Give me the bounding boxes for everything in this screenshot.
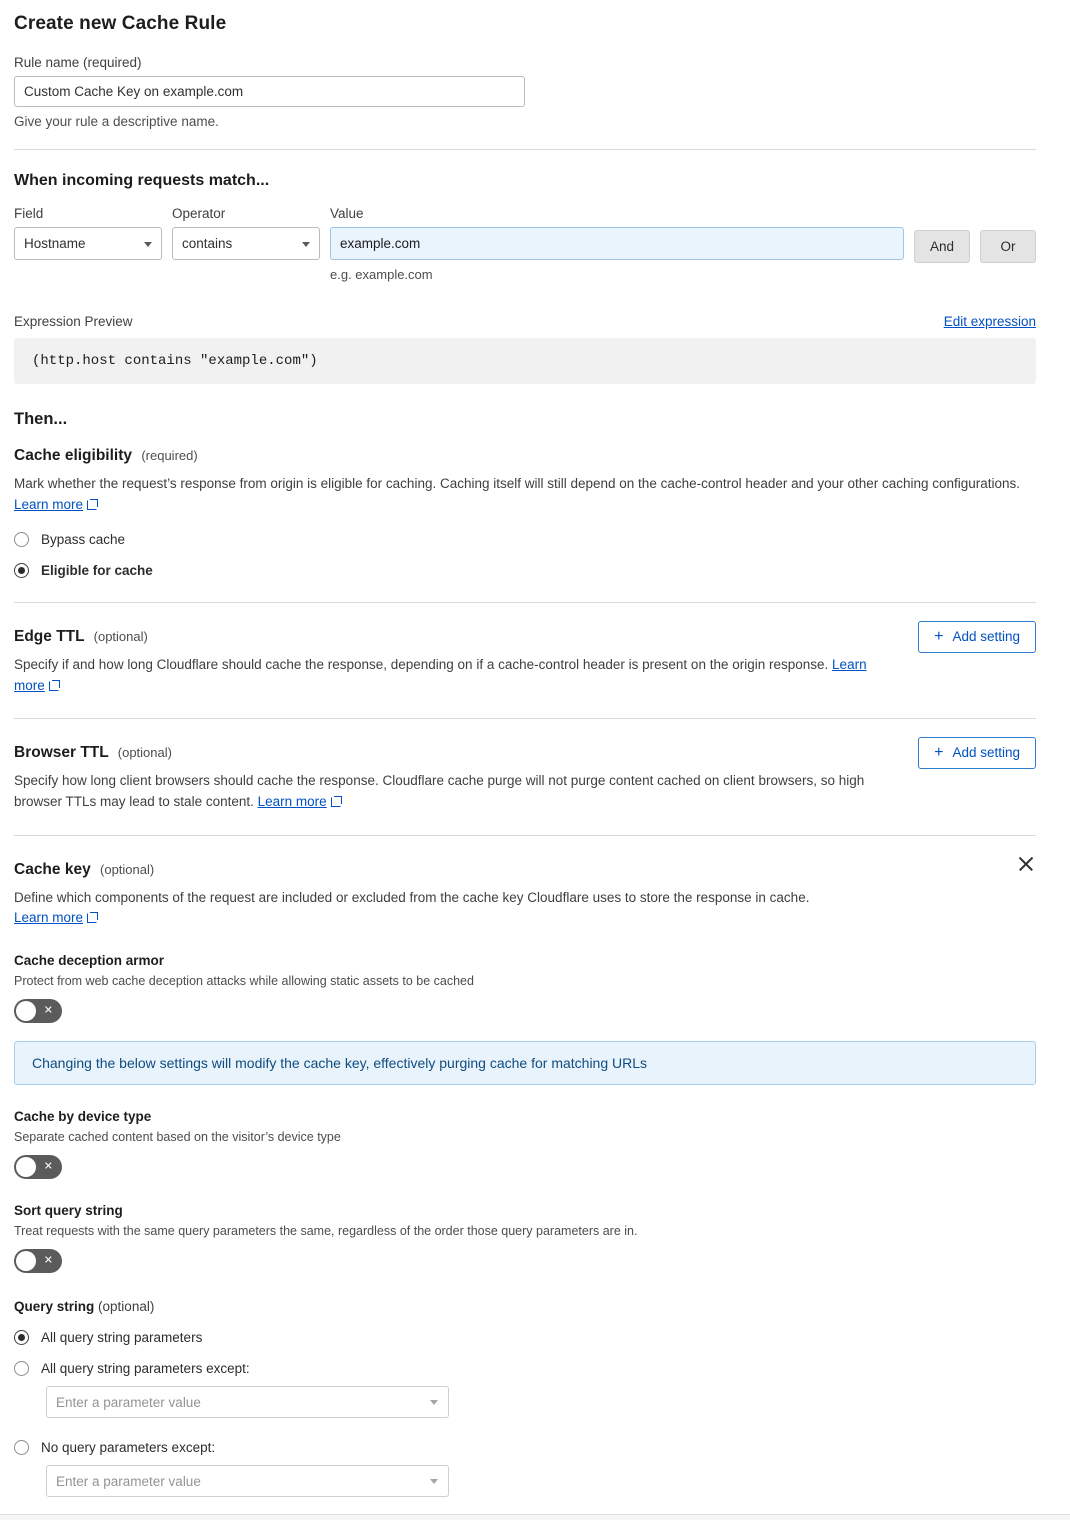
value-label: Value — [330, 206, 364, 221]
browser-ttl-title-row — [14, 737, 1036, 813]
chevron-down-icon — [430, 1400, 438, 1405]
edge-ttl-learn-more-link[interactable]: Learn more — [14, 656, 867, 693]
toggle-off-icon: ✕ — [43, 1254, 53, 1267]
radio-icon — [14, 1440, 29, 1455]
radio-bypass-cache-label: Bypass cache — [41, 531, 126, 547]
edge-ttl-title — [14, 628, 918, 646]
browser-ttl-description-text: Specify how long client browsers should cache the response. Cloudflare cache purge will not purge content cached on client browsers, so high browser TTLs may lead to stale content. — [14, 772, 865, 809]
page-title: Create new Cache Rule — [14, 13, 227, 34]
radio-all-except-label: All query string parameters except: — [41, 1361, 250, 1377]
radio-icon-selected — [14, 563, 29, 578]
toggle-off-icon: ✕ — [43, 1160, 53, 1173]
cache-deception-armor-description: Protect from web cache deception attacks while allowing static assets to be cached — [14, 974, 474, 989]
operator-select-value: contains — [182, 236, 233, 251]
cache-key-title-row — [14, 854, 1036, 879]
cache-key-remove-button[interactable] — [1016, 854, 1036, 874]
field-select-value: Hostname — [24, 236, 86, 251]
radio-icon — [14, 532, 29, 547]
field-select[interactable] — [14, 227, 162, 260]
toggle-knob — [16, 1001, 36, 1021]
query-string-title-text: Query string — [14, 1299, 95, 1315]
browser-ttl-block — [14, 719, 1036, 813]
operator-select[interactable] — [172, 227, 320, 260]
logic-buttons — [914, 206, 1036, 263]
cache-key-description — [14, 888, 1024, 930]
cache-eligibility-learn-more-link[interactable]: Learn more — [14, 496, 84, 512]
query-string-title — [14, 1299, 1036, 1314]
bottom-bar — [0, 1514, 1070, 1520]
radio-eligible-for-cache[interactable] — [14, 563, 1036, 578]
radio-all-query-string-parameters-label: All query string parameters — [41, 1330, 203, 1346]
external-link-icon — [87, 912, 98, 923]
radio-bypass-cache[interactable] — [14, 532, 1036, 547]
no-except-parameter-select[interactable] — [46, 1465, 449, 1497]
edge-ttl-block — [14, 603, 1036, 697]
browser-ttl-learn-more-link[interactable]: Learn more — [257, 793, 327, 809]
edge-ttl-description-text: Specify if and how long Cloudflare should cache the response, depending on if a cache-control header is present on the origin response. — [14, 656, 829, 672]
plus-icon: + — [934, 743, 944, 761]
toggle-knob — [16, 1157, 36, 1177]
all-except-parameter-select[interactable] — [46, 1386, 449, 1418]
browser-ttl-optional: (optional) — [117, 744, 172, 760]
divider — [14, 149, 1036, 150]
edge-ttl-title-text: Edge TTL — [14, 627, 85, 645]
cache-deception-armor-title: Cache deception armor — [14, 953, 165, 969]
cache-by-device-type-title: Cache by device type — [14, 1109, 152, 1125]
cache-eligibility-description — [14, 474, 1024, 516]
browser-ttl-add-setting-label: Add setting — [952, 745, 1020, 761]
cache-eligibility-description-text: Mark whether the request’s response from origin is eligible for caching. Caching itself will still depend on the cache-control header and your other caching configurations. — [14, 476, 1021, 491]
plus-icon: + — [934, 627, 944, 645]
match-row — [14, 206, 1036, 282]
value-input[interactable] — [330, 227, 904, 260]
radio-no-query-parameters-except[interactable] — [14, 1440, 1036, 1455]
query-string-optional: (optional) — [98, 1299, 155, 1315]
external-link-icon — [49, 680, 60, 691]
radio-all-query-string-parameters-except[interactable] — [14, 1361, 1036, 1376]
rule-name-input[interactable] — [14, 76, 525, 107]
toggle-off-icon: ✕ — [43, 1004, 53, 1017]
external-link-icon — [331, 796, 342, 807]
edge-ttl-add-setting-button[interactable] — [918, 621, 1036, 653]
cache-eligibility-title — [14, 447, 198, 465]
sort-query-string-title: Sort query string — [14, 1203, 123, 1219]
all-except-parameter-placeholder: Enter a parameter value — [56, 1394, 201, 1410]
edge-ttl-add-setting-label: Add setting — [952, 629, 1020, 645]
cache-key-optional: (optional) — [100, 861, 155, 877]
toggle-knob — [16, 1251, 36, 1271]
edge-ttl-title-row — [14, 621, 1036, 697]
cache-by-device-type-toggle[interactable] — [14, 1155, 62, 1179]
rule-name-label: Rule name (required) — [14, 55, 142, 70]
browser-ttl-title — [14, 744, 918, 762]
cache-key-title-text: Cache key — [14, 860, 91, 878]
rule-name-group — [14, 55, 1036, 129]
cache-deception-armor-toggle[interactable] — [14, 999, 62, 1023]
chevron-down-icon — [430, 1479, 438, 1484]
cache-eligibility-block — [14, 429, 1036, 578]
cache-key-notice: Changing the below settings will modify the cache key, effectively purging cache for matching URLs — [14, 1041, 1036, 1085]
value-hint: e.g. example.com — [330, 267, 433, 282]
then-heading: Then... — [14, 410, 68, 428]
cache-key-learn-more-link[interactable]: Learn more — [14, 910, 84, 926]
cache-key-description-text: Define which components of the request are included or excluded from the cache key Cloudflare uses to store the response in cache. — [14, 889, 810, 905]
rule-name-helper: Give your rule a descriptive name. — [14, 114, 219, 129]
radio-eligible-for-cache-label: Eligible for cache — [41, 562, 153, 578]
chevron-down-icon — [302, 242, 310, 247]
field-label: Field — [14, 206, 44, 221]
expression-preview-box: (http.host contains "example.com") — [14, 338, 1036, 384]
or-button[interactable]: Or — [980, 230, 1036, 263]
browser-ttl-title-text: Browser TTL — [14, 743, 109, 761]
no-except-parameter-placeholder: Enter a parameter value — [56, 1473, 201, 1489]
operator-column — [172, 206, 320, 260]
expression-preview-label: Expression Preview — [14, 314, 133, 329]
and-button[interactable]: And — [914, 230, 970, 263]
radio-icon-selected — [14, 1330, 29, 1345]
cache-key-title — [14, 861, 154, 879]
radio-icon — [14, 1361, 29, 1376]
radio-all-query-string-parameters[interactable] — [14, 1330, 1036, 1345]
field-column — [14, 206, 162, 260]
expression-header — [14, 314, 1036, 329]
sort-query-string-toggle[interactable] — [14, 1249, 62, 1273]
browser-ttl-add-setting-button[interactable] — [918, 737, 1036, 769]
chevron-down-icon — [144, 242, 152, 247]
cache-by-device-type-description: Separate cached content based on the visitor’s device type — [14, 1130, 341, 1145]
edge-ttl-optional: (optional) — [93, 628, 148, 644]
edit-expression-link[interactable]: Edit expression — [943, 314, 1036, 329]
operator-label: Operator — [172, 206, 226, 221]
radio-no-except-label: No query parameters except: — [41, 1440, 216, 1456]
value-column — [330, 206, 904, 282]
edge-ttl-description — [14, 655, 894, 697]
cache-eligibility-title-row — [14, 447, 1036, 465]
cache-key-block — [14, 836, 1036, 1498]
cache-eligibility-title-text: Cache eligibility — [14, 447, 133, 464]
cache-eligibility-required: (required) — [141, 448, 198, 463]
sort-query-string-description: Treat requests with the same query parameters the same, regardless of the order those query parameters are in. — [14, 1224, 638, 1239]
browser-ttl-description — [14, 771, 894, 813]
external-link-icon — [87, 499, 98, 510]
match-heading: When incoming requests match... — [14, 172, 270, 189]
